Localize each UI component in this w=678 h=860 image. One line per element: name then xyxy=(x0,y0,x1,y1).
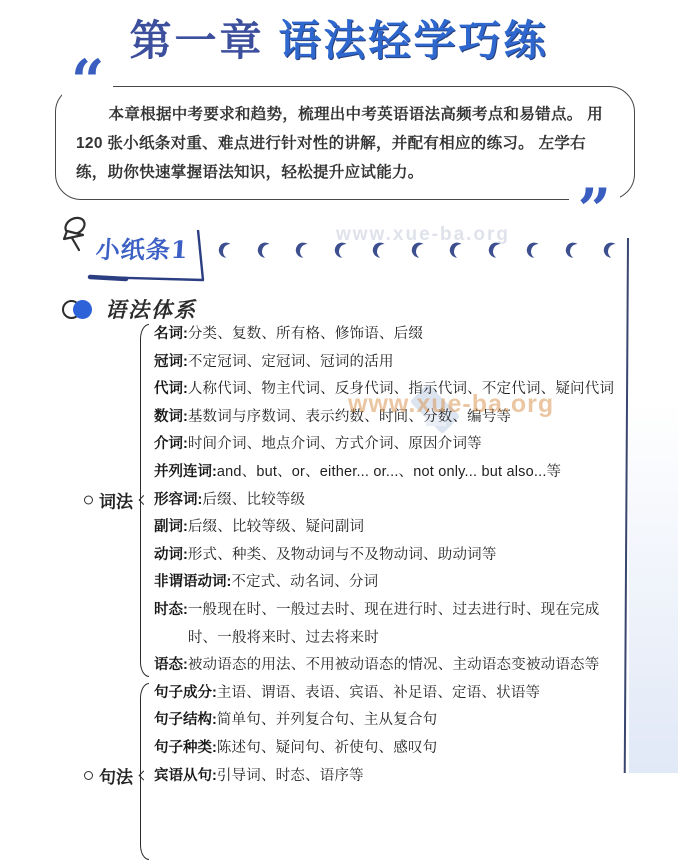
outline-item xyxy=(154,459,620,487)
item-term: 代词: xyxy=(154,381,188,398)
item-term: 并列连词: xyxy=(154,463,217,480)
intro-text: 本章根据中考要求和趋势，梳理出中考英语语法高频考点和易错点。 用 120 张小纸条对重、难点进行针对性的讲解，并配有相应的练习。 左学右练，助你快速掌握语法知识，轻松提升应试能力。 xyxy=(76,106,603,181)
item-term: 非谓语动词: xyxy=(154,574,232,591)
watermark-text-top: www.xue-ba.org xyxy=(336,224,511,245)
item-term: 数词: xyxy=(154,408,188,425)
group-brace xyxy=(140,683,149,860)
item-term: 动词: xyxy=(154,546,188,563)
item-term: 句子成分: xyxy=(154,684,217,701)
group-brace xyxy=(140,324,149,677)
binding-ring-icon xyxy=(222,243,239,260)
binding-rings xyxy=(223,244,623,259)
item-desc: 简单句、并列复合句、主从复合句 xyxy=(216,712,438,729)
group-name: 句法 xyxy=(99,768,133,789)
item-desc: 人称代词、物主代词、反身代词、指示代词、不定代词、疑问代词 xyxy=(187,381,615,398)
outline-group-syntax xyxy=(99,680,620,790)
grammar-outline xyxy=(99,321,620,790)
outline-item xyxy=(154,735,620,763)
item-desc: 时间介词、地点介词、方式介词、原因介词等 xyxy=(187,436,482,453)
item-list xyxy=(154,321,620,680)
outline-item xyxy=(154,652,620,680)
outline-item xyxy=(154,487,620,515)
item-list xyxy=(154,680,620,790)
outline-item xyxy=(154,349,620,377)
item-term: 时态: xyxy=(154,601,188,618)
section-title: 语法体系 xyxy=(105,297,197,322)
item-desc: 不定冠词、定冠词、冠词的活用 xyxy=(187,353,394,370)
item-term: 副词: xyxy=(154,519,188,536)
chapter-name: 语法轻学巧练 xyxy=(278,17,549,64)
page-edge-shadow xyxy=(629,400,678,773)
note-tab-border xyxy=(86,226,216,292)
item-desc: 后缀、比较等级 xyxy=(202,491,306,508)
watermark-text-mid: www.xue-ba.org xyxy=(348,390,555,418)
item-desc: 后缀、比较等级、疑问副词 xyxy=(187,519,365,536)
item-term: 宾语从句: xyxy=(154,767,217,784)
item-desc: 不定式、动名词、分词 xyxy=(231,574,379,591)
item-desc: 引导词、时态、语序等 xyxy=(216,767,364,784)
group-name: 词法 xyxy=(99,492,133,513)
outline-item xyxy=(154,569,620,597)
group-label-morphology xyxy=(84,488,147,513)
item-desc: 形式、种类、及物动词与不及物动词、助动词等 xyxy=(187,546,497,563)
outline-group-morphology xyxy=(99,321,620,680)
outline-item xyxy=(154,597,620,652)
circle-bullet-icon xyxy=(84,771,93,780)
open-quote-icon: “ xyxy=(62,61,113,103)
close-quote-icon: ” xyxy=(569,190,620,232)
outline-item xyxy=(154,707,620,735)
outline-item xyxy=(154,431,620,459)
section-header xyxy=(62,294,197,324)
chapter-number: 第一章 xyxy=(129,17,265,64)
outline-item xyxy=(154,680,620,708)
item-term: 语态: xyxy=(154,657,188,674)
item-term: 名词: xyxy=(154,326,188,342)
group-label-syntax xyxy=(84,763,147,788)
outline-item xyxy=(154,763,620,791)
item-desc: 陈述句、疑问句、祈使句、感叹句 xyxy=(216,739,438,756)
binding-ring-icon xyxy=(261,243,278,260)
item-term: 形容词: xyxy=(154,491,203,508)
toggle-circles-icon xyxy=(62,300,92,319)
binding-ring-icon xyxy=(607,243,624,260)
item-desc: and、but、or、either... or...、not only... but also...等 xyxy=(216,463,562,480)
item-desc: 分类、复数、所有格、修饰语、后缀 xyxy=(187,326,424,342)
binding-ring-icon xyxy=(569,243,586,260)
item-term: 冠词: xyxy=(154,353,188,370)
outline-item xyxy=(154,404,620,432)
binding-ring-icon xyxy=(530,243,547,260)
binding-ring-icon xyxy=(299,243,316,260)
item-desc: 基数词与序数词、表示约数、时间、分数、编号等 xyxy=(187,408,512,425)
outline-item xyxy=(154,376,620,404)
item-term: 介词: xyxy=(154,436,188,453)
outline-item xyxy=(154,542,620,570)
item-term: 句子结构: xyxy=(154,712,217,729)
item-desc: 被动语态的用法、不用被动语态的情况、主动语态变被动语态等 xyxy=(187,657,600,674)
circle-bullet-icon xyxy=(84,496,93,505)
toggle-on-circle xyxy=(73,300,92,319)
outline-item xyxy=(154,321,620,349)
item-term: 句子种类: xyxy=(154,739,217,756)
item-desc: 主语、谓语、表语、宾语、补足语、定语、状语等 xyxy=(216,684,541,701)
outline-item xyxy=(154,514,620,542)
note-tab-label: 小纸条1 xyxy=(94,235,190,264)
item-desc: 一般现在时、一般过去时、现在进行时、过去进行时、现在完成时、一般将来时、过去将来时 xyxy=(187,601,600,646)
